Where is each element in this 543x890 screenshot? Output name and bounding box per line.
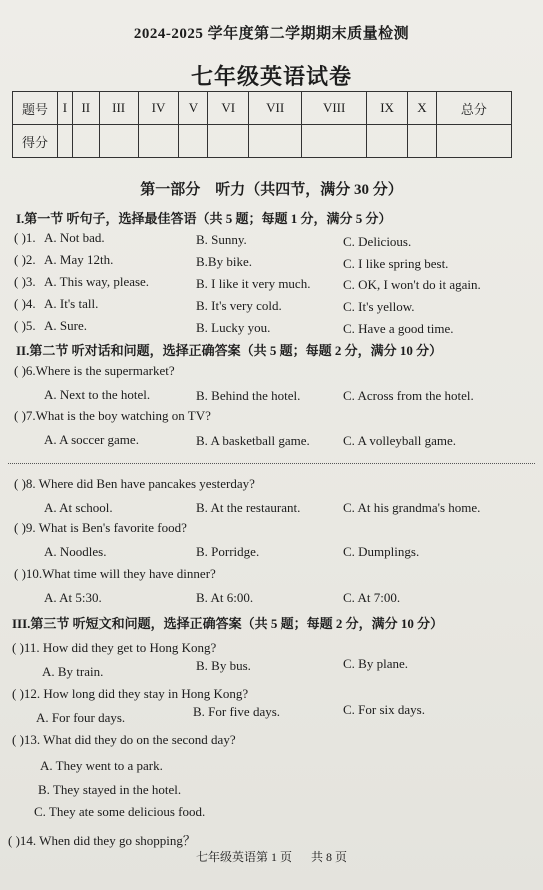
- option-b: B. For five days.: [193, 704, 281, 719]
- option-a: A. Sure.: [44, 318, 87, 333]
- score-cell-total[interactable]: [436, 125, 511, 158]
- option-b: B. Porridge.: [196, 544, 260, 559]
- question-number: ( )5.: [14, 318, 36, 333]
- option-a: A. For four days.: [36, 710, 126, 725]
- option-b: B.By bike.: [196, 254, 252, 269]
- section-3-title: III.第三节 听短文和问题，选择正确答案（共 5 题；每题 2 分，满分 10 分）: [12, 616, 444, 631]
- score-cell[interactable]: [208, 125, 249, 158]
- exam-subtitle: 七年级英语试卷: [190, 64, 352, 89]
- question-number: ( )4.: [14, 296, 36, 311]
- option-a: A. This way, please.: [44, 274, 150, 289]
- score-cell[interactable]: [138, 125, 179, 158]
- page-total: 共 8 页: [311, 850, 348, 864]
- option-a: A. By train.: [42, 664, 104, 679]
- option-a: A. A soccer game.: [44, 432, 139, 447]
- option-b: B. I like it very much.: [196, 276, 311, 291]
- option-c: C. Have a good time.: [343, 321, 454, 336]
- option-c: C. Across from the hotel.: [343, 388, 474, 403]
- score-table-header-row: [13, 92, 512, 125]
- option-a: A. It's tall.: [44, 296, 99, 311]
- option-a: A. They went to a park.: [40, 758, 163, 773]
- option-c: C. A volleyball game.: [343, 433, 457, 448]
- score-cell[interactable]: [367, 125, 408, 158]
- question-number: ( )1.: [14, 230, 36, 245]
- page-footer: [0, 848, 543, 865]
- option-a: A. Noodles.: [44, 544, 107, 559]
- option-b: B. At the restaurant.: [196, 500, 301, 515]
- score-cell[interactable]: [408, 125, 437, 158]
- option-a: A. At school.: [44, 500, 113, 515]
- score-table-col: X: [408, 92, 437, 125]
- exam-title: 2024-2025 学年度第二学期期末质量检测: [133, 26, 410, 42]
- score-table-col: VIII: [302, 92, 367, 125]
- question-text: ( )7.What is the boy watching on TV?: [14, 408, 211, 423]
- question-text: ( )11. How did they get to Hong Kong?: [12, 640, 217, 655]
- question-text: ( )12. How long did they stay in Hong Kong?: [12, 686, 249, 701]
- option-b: B. A basketball game.: [196, 433, 310, 448]
- score-table-col: V: [179, 92, 208, 125]
- part-one-title: 第一部分 听力（共四节，满分 30 分）: [140, 182, 403, 198]
- option-c: C. It's yellow.: [343, 299, 415, 314]
- score-table-col: IX: [367, 92, 408, 125]
- page-number: 七年级英语第 1 页: [195, 850, 292, 864]
- question-text: ( )10.What time will they have dinner?: [14, 566, 216, 581]
- score-cell[interactable]: [72, 125, 99, 158]
- score-table-col: III: [99, 92, 138, 125]
- score-cell[interactable]: [58, 125, 73, 158]
- section-1-title: I.第一节 听句子，选择最佳答语（共 5 题；每题 1 分，满分 5 分）: [16, 211, 392, 226]
- option-b: B. At 6:00.: [196, 590, 254, 605]
- score-cell[interactable]: [99, 125, 138, 158]
- question-number: ( )2.: [14, 252, 36, 267]
- question-text: ( )6.Where is the supermarket?: [14, 363, 175, 378]
- score-table-col: II: [72, 92, 99, 125]
- score-cell[interactable]: [179, 125, 208, 158]
- option-c: C. Delicious.: [343, 234, 412, 249]
- option-c: C. They ate some delicious food.: [34, 804, 206, 819]
- option-c: C. OK, I won't do it again.: [343, 277, 481, 292]
- option-a: A. May 12th.: [44, 252, 114, 267]
- option-b: B. Sunny.: [196, 232, 247, 247]
- score-table-col: VII: [249, 92, 302, 125]
- option-b: B. By bus.: [196, 658, 251, 673]
- cut-line-divider: [8, 463, 535, 464]
- option-b: B. They stayed in the hotel.: [38, 782, 182, 797]
- option-c: C. For six days.: [343, 702, 425, 717]
- score-table-score-row: [13, 125, 512, 158]
- option-c: C. Dumplings.: [343, 544, 420, 559]
- option-b: B. Lucky you.: [196, 320, 271, 335]
- option-a: A. Next to the hotel.: [44, 387, 151, 402]
- score-table-col: I: [58, 92, 73, 125]
- question-text: ( )14. When did they go shopping？: [8, 833, 196, 848]
- option-c: C. I like spring best.: [343, 256, 449, 271]
- score-cell[interactable]: [249, 125, 302, 158]
- score-table-col: VI: [208, 92, 249, 125]
- option-b: B. It's very cold.: [196, 298, 282, 313]
- score-table: [12, 91, 512, 158]
- option-a: A. At 5:30.: [44, 590, 102, 605]
- question-text: ( )9. What is Ben's favorite food?: [14, 520, 187, 535]
- score-table-col: IV: [138, 92, 179, 125]
- option-c: C. By plane.: [343, 656, 408, 671]
- score-table-total: 总分: [436, 92, 511, 125]
- score-table-label-score: 得分: [13, 125, 58, 158]
- option-b: B. Behind the hotel.: [196, 388, 301, 403]
- option-c: C. At his grandma's home.: [343, 500, 481, 515]
- question-text: ( )13. What did they do on the second day?: [12, 732, 236, 747]
- score-cell[interactable]: [302, 125, 367, 158]
- question-number: ( )3.: [14, 274, 36, 289]
- section-2-title: II.第二节 听对话和问题，选择正确答案（共 5 题；每题 2 分，满分 10 分）: [16, 343, 443, 358]
- question-text: ( )8. Where did Ben have pancakes yesterday?: [14, 476, 255, 491]
- option-a: A. Not bad.: [44, 230, 105, 245]
- option-c: C. At 7:00.: [343, 590, 401, 605]
- score-table-label-number: 题号: [13, 92, 58, 125]
